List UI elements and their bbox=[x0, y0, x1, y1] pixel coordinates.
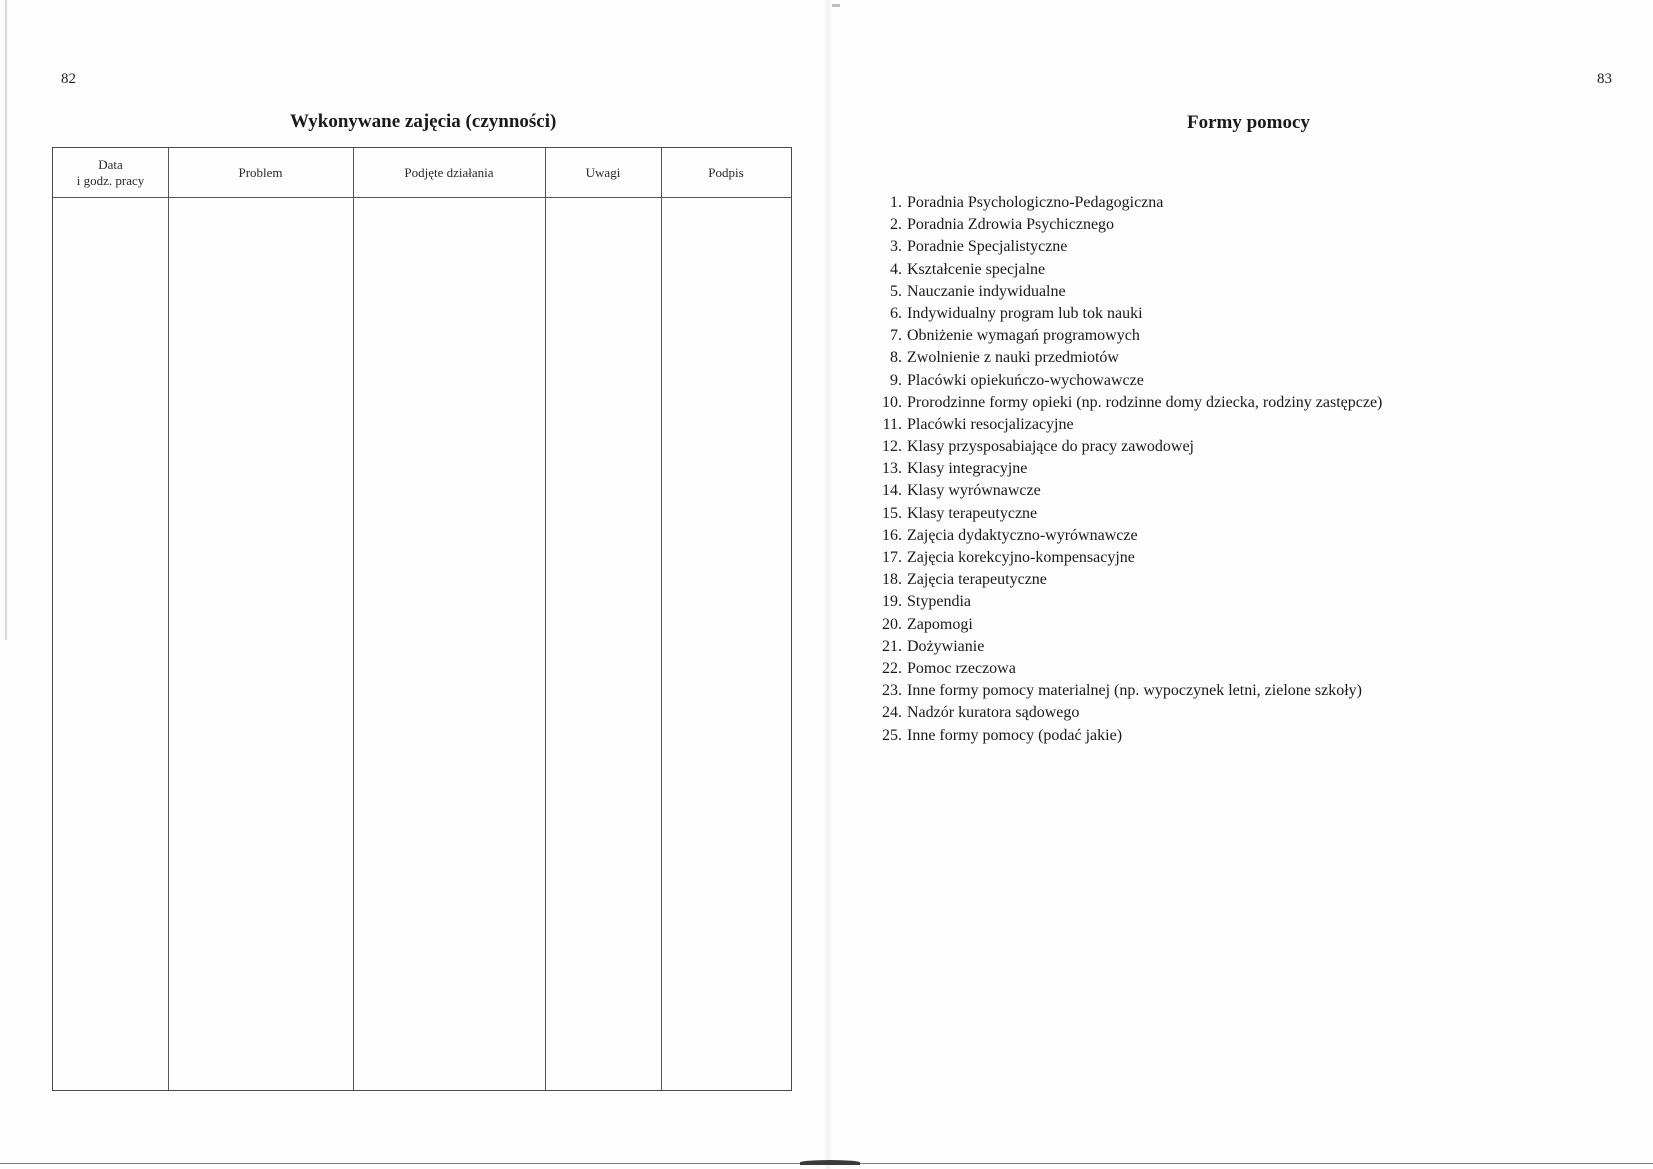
list-item bbox=[868, 480, 1382, 502]
page-number-right: 83 bbox=[1597, 71, 1612, 87]
item-text: Indywidualny program lub tok nauki bbox=[907, 304, 1143, 322]
list-item bbox=[868, 636, 1382, 658]
list-item bbox=[868, 702, 1382, 724]
list-item bbox=[868, 525, 1382, 547]
header-notes-label: Uwagi bbox=[585, 164, 621, 180]
item-number: 22. bbox=[882, 659, 902, 677]
page-edge-shadow bbox=[5, 0, 7, 640]
list-item bbox=[868, 569, 1382, 591]
item-text: Kształcenie specjalne bbox=[907, 260, 1046, 278]
header-signature bbox=[661, 148, 791, 197]
item-number: 8. bbox=[890, 349, 902, 367]
column-divider bbox=[545, 148, 546, 1090]
list-item bbox=[868, 547, 1382, 569]
header-problem-label: Problem bbox=[238, 164, 283, 180]
scan-mark bbox=[832, 4, 840, 7]
item-text: Klasy wyrównawcze bbox=[907, 482, 1041, 500]
item-number: 25. bbox=[882, 726, 902, 744]
item-text: Klasy terapeutyczne bbox=[907, 504, 1038, 522]
list-item bbox=[868, 370, 1382, 392]
list-item bbox=[868, 591, 1382, 613]
item-text: Klasy przysposabiające do pracy zawodowej bbox=[907, 438, 1194, 456]
item-text: Zapomogi bbox=[907, 615, 973, 633]
item-text: Nadzór kuratora sądowego bbox=[907, 704, 1080, 722]
item-text: Prorodzinne formy opieki (np. rodzinne domy dziecka, rodziny zastępcze) bbox=[907, 393, 1383, 411]
header-date-line2: i godz. pracy bbox=[76, 172, 145, 188]
item-text: Obniżenie wymagań programowych bbox=[907, 327, 1140, 345]
item-number: 24. bbox=[882, 704, 902, 722]
item-number: 23. bbox=[882, 682, 902, 700]
item-number: 6. bbox=[890, 304, 902, 322]
item-text: Poradnia Zdrowia Psychicznego bbox=[907, 216, 1115, 234]
list-item bbox=[868, 192, 1382, 214]
binding-shadow bbox=[800, 1160, 860, 1165]
list-item bbox=[868, 658, 1382, 680]
list-item bbox=[868, 214, 1382, 236]
item-number: 9. bbox=[890, 371, 902, 389]
header-signature-label: Podpis bbox=[708, 164, 744, 180]
header-problem bbox=[168, 148, 353, 197]
table-header-divider bbox=[53, 197, 791, 198]
column-divider bbox=[353, 148, 354, 1090]
activities-table bbox=[52, 147, 792, 1091]
list-item bbox=[868, 259, 1382, 281]
item-text: Dożywianie bbox=[907, 637, 985, 655]
item-text: Placówki opiekuńczo-wychowawcze bbox=[907, 371, 1144, 389]
list-item bbox=[868, 614, 1382, 636]
item-number: 10. bbox=[882, 393, 902, 411]
item-number: 16. bbox=[882, 526, 902, 544]
item-number: 12. bbox=[882, 438, 902, 456]
item-text: Zwolnienie z nauki przedmiotów bbox=[907, 349, 1119, 367]
item-text: Stypendia bbox=[907, 593, 971, 611]
list-item bbox=[868, 392, 1382, 414]
header-actions bbox=[353, 148, 545, 197]
header-date bbox=[53, 148, 168, 197]
item-number: 15. bbox=[882, 504, 902, 522]
item-number: 5. bbox=[890, 282, 902, 300]
item-number: 7. bbox=[890, 327, 902, 345]
item-number: 19. bbox=[882, 593, 902, 611]
item-text: Poradnie Specjalistyczne bbox=[907, 238, 1068, 256]
item-text: Inne formy pomocy (podać jakie) bbox=[907, 726, 1123, 744]
item-text: Klasy integracyjne bbox=[907, 460, 1028, 478]
item-number: 14. bbox=[882, 482, 902, 500]
item-number: 21. bbox=[882, 637, 902, 655]
header-actions-label: Podjęte działania bbox=[404, 164, 494, 180]
item-text: Zajęcia korekcyjno-kompensacyjne bbox=[907, 549, 1135, 566]
list-item bbox=[868, 325, 1382, 347]
list-item bbox=[868, 281, 1382, 303]
item-text: Poradnia Psychologiczno-Pedagogiczna bbox=[907, 194, 1164, 211]
column-divider bbox=[168, 148, 169, 1090]
item-text: Zajęcia dydaktyczno-wyrównawcze bbox=[907, 526, 1138, 544]
header-notes bbox=[545, 148, 661, 197]
list-item bbox=[868, 503, 1382, 525]
list-item bbox=[868, 680, 1382, 702]
column-divider bbox=[661, 148, 662, 1090]
item-text: Zajęcia terapeutyczne bbox=[907, 571, 1047, 589]
item-text: Nauczanie indywidualne bbox=[907, 282, 1066, 300]
item-text: Pomoc rzeczowa bbox=[907, 659, 1016, 677]
item-number: 18. bbox=[882, 571, 902, 589]
list-item bbox=[868, 303, 1382, 325]
left-page-title: Wykonywane zajęcia (czynności) bbox=[290, 111, 557, 132]
item-number: 3. bbox=[890, 238, 902, 256]
item-number: 2. bbox=[890, 216, 902, 234]
item-number: 13. bbox=[882, 460, 902, 478]
list-item bbox=[868, 414, 1382, 436]
item-number: 20. bbox=[882, 615, 902, 633]
list-item bbox=[868, 458, 1382, 480]
page-number-left: 82 bbox=[61, 71, 76, 87]
item-number: 17. bbox=[882, 549, 902, 566]
list-item bbox=[868, 436, 1382, 458]
forms-of-help-list bbox=[868, 192, 1382, 747]
book-gutter bbox=[825, 0, 831, 1169]
list-item bbox=[868, 347, 1382, 369]
header-date-line1: Data bbox=[98, 156, 123, 172]
item-text: Placówki resocjalizacyjne bbox=[907, 415, 1074, 433]
right-page-title: Formy pomocy bbox=[1187, 112, 1310, 133]
item-number: 4. bbox=[890, 260, 902, 278]
list-item bbox=[868, 725, 1382, 747]
item-number: 11. bbox=[882, 415, 902, 433]
item-text: Inne formy pomocy materialnej (np. wypoczynek letni, zielone szkoły) bbox=[907, 682, 1362, 700]
list-item bbox=[868, 236, 1382, 258]
item-number: 1. bbox=[890, 194, 902, 211]
